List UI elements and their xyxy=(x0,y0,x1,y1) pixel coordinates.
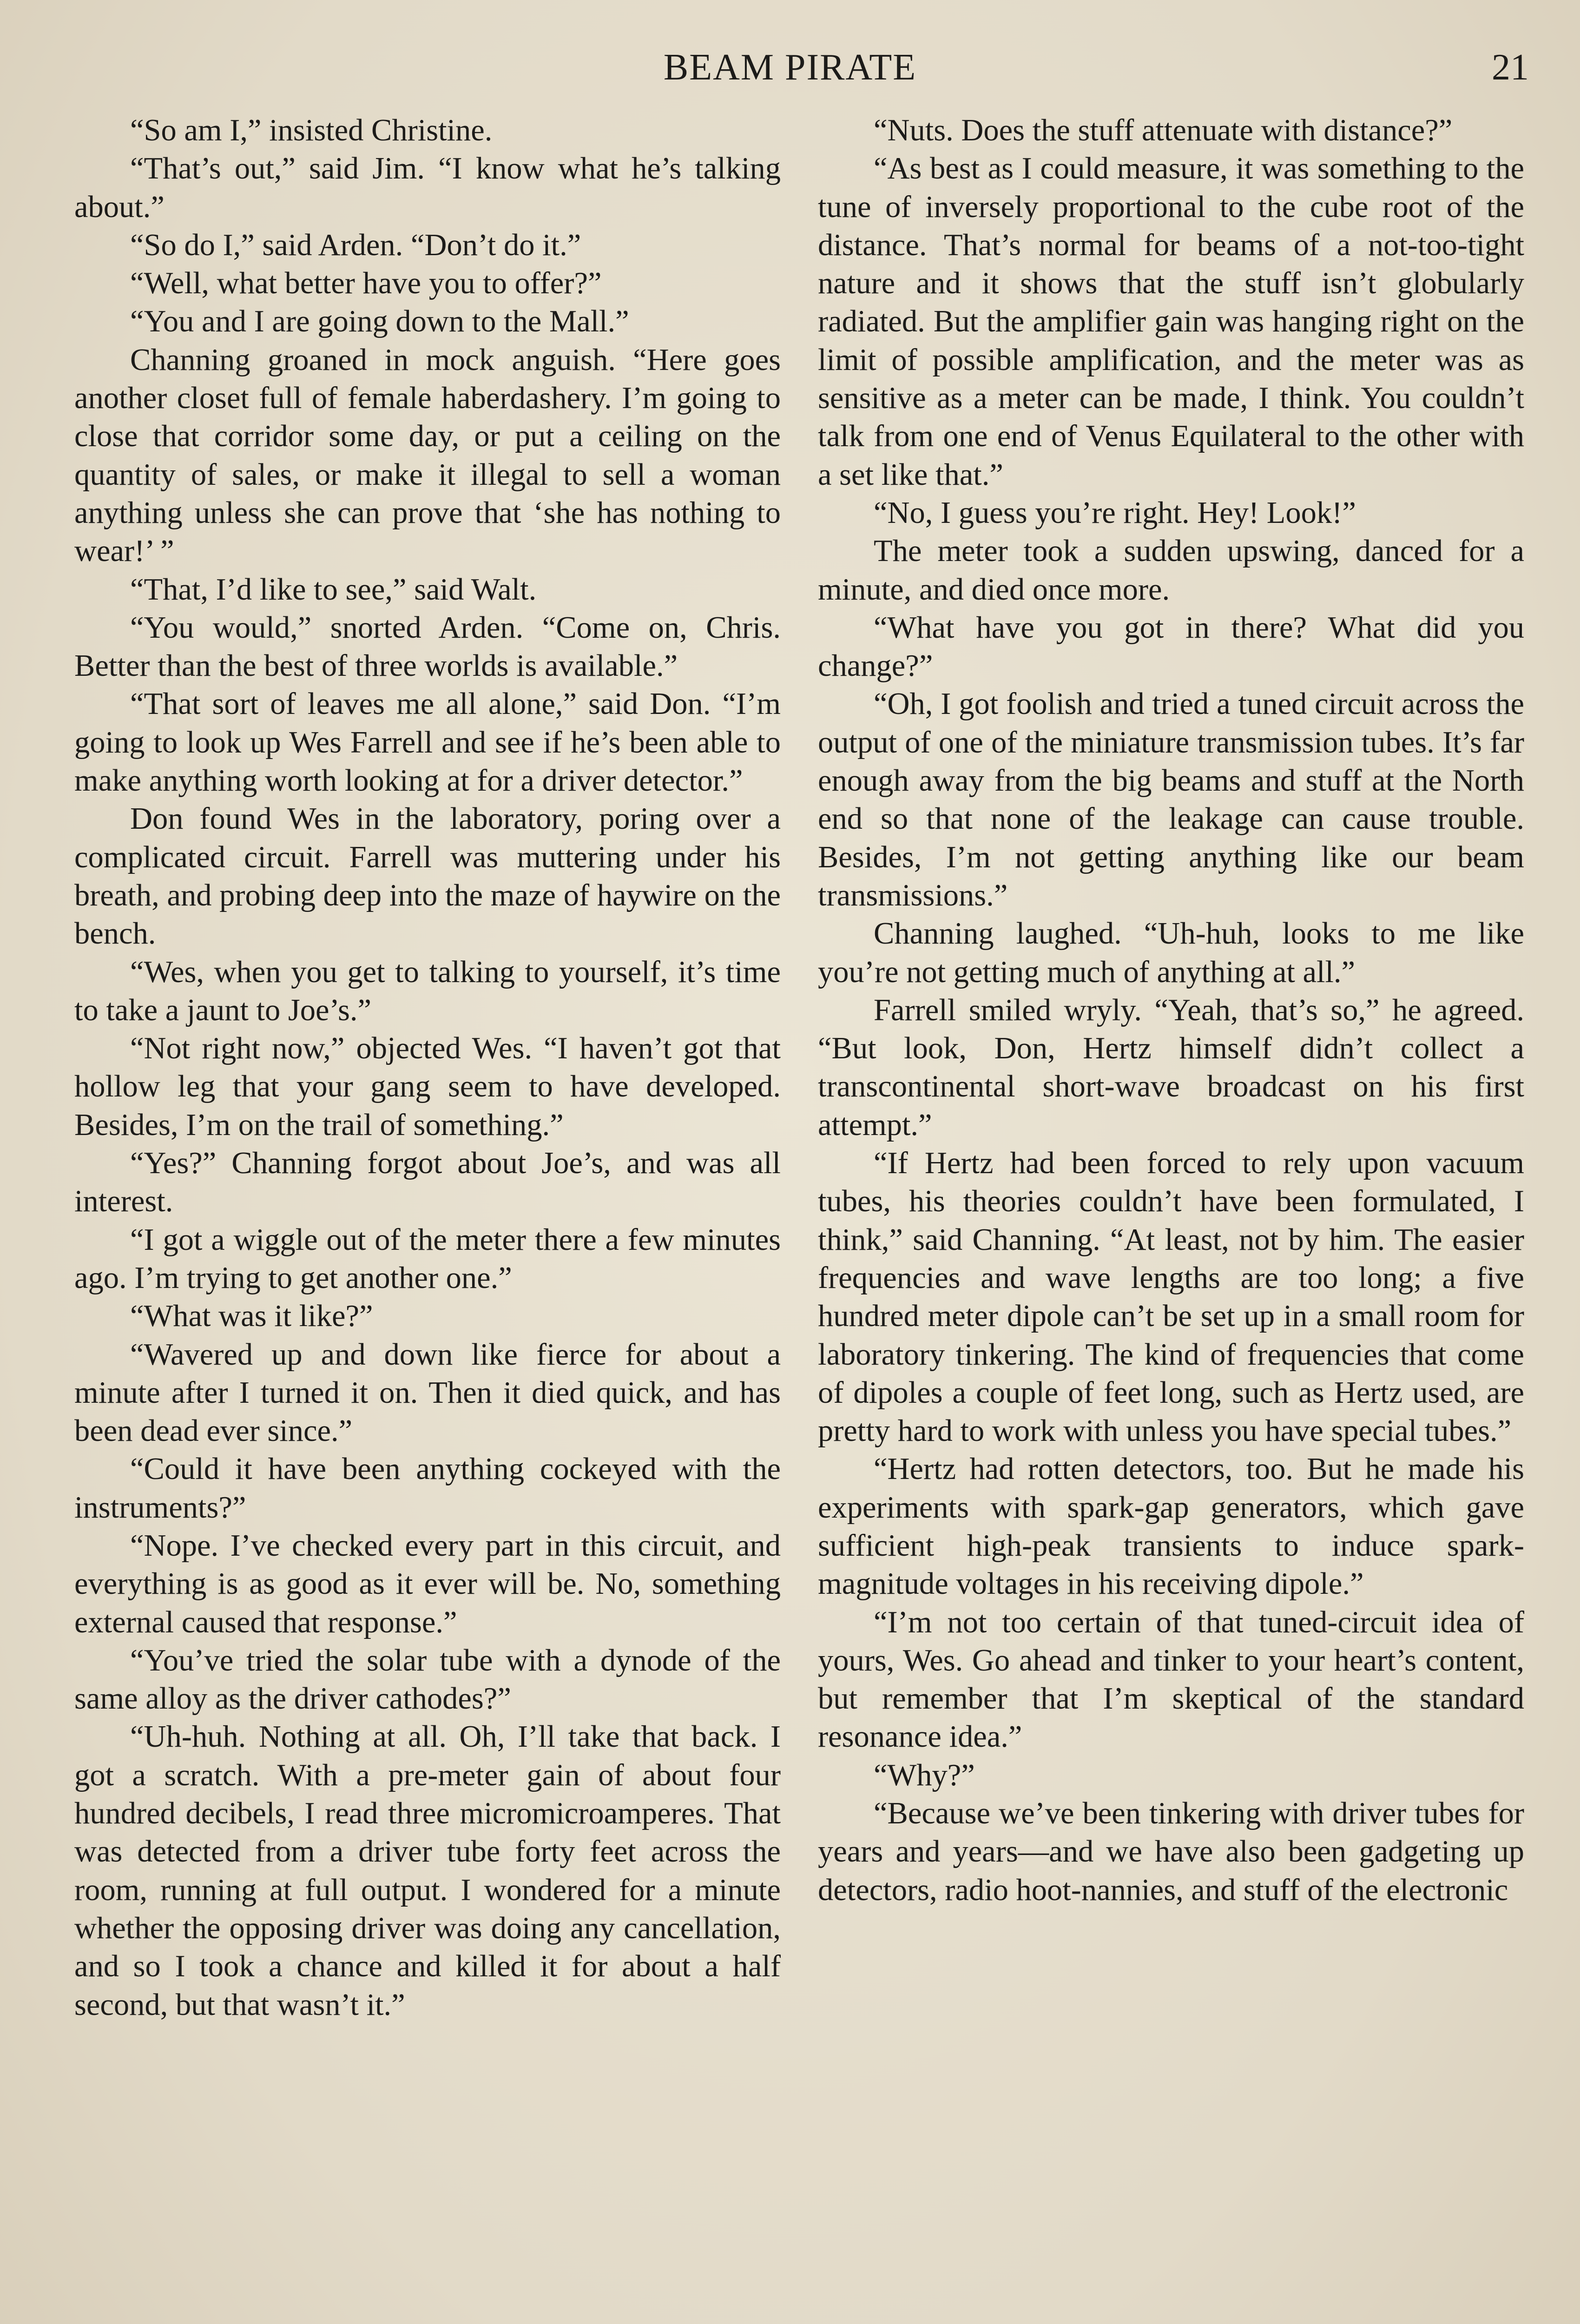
paragraph: “That sort of leaves me all alone,” said Don. “I’m going to look up Wes Farrell and see if he’s been able to make anything worth looking at for a driver detector.” xyxy=(74,687,781,798)
paragraph: “If Hertz had been forced to rely upon vacuum tubes, his theories couldn’t have been formulated, I think,” said Channing. “At least, not by him. The easier frequencies and wave lengths are too long; a five hundred meter dipole can’t be set up in a small room for laboratory tinkering. The kind of frequencies that come of dipoles a couple of feet long, such as Hertz used, are pretty hard to work with unless you have special tubes.” xyxy=(818,1146,1524,1448)
paragraph: Channing laughed. “Uh-huh, looks to me like you’re not getting much of anything at all.” xyxy=(818,917,1524,989)
paragraph: Farrell smiled wryly. “Yeah, that’s so,” he agreed. “But look, Don, Hertz himself didn’t collect a transcontinental short-wave broadcast on his first attempt.” xyxy=(818,993,1524,1142)
paragraph: “I’m not too certain of that tuned-circuit idea of yours, Wes. Go ahead and tinker to your heart’s content, but remember that I’m skeptical of the standard resonance idea.” xyxy=(818,1605,1524,1754)
paragraph: “Hertz had rotten detectors, too. But he made his experiments with spark-gap generators, which gave sufficient high-peak transients to induce spark-magnitude voltages in his receiving dipole.” xyxy=(818,1452,1524,1601)
paragraph: “Nuts. Does the stuff attenuate with distance?” xyxy=(874,113,1453,147)
paragraph: “You would,” snorted Arden. “Come on, Chris. Better than the best of three worlds is available.” xyxy=(74,610,781,683)
paragraph: “So am I,” insisted Christine. xyxy=(130,113,493,147)
paragraph: Don found Wes in the laboratory, poring over a complicated circuit. Farrell was muttering under his breath, and probing deep into the maze of haywire on the bench. xyxy=(74,802,781,951)
paragraph: “No, I guess you’re right. Hey! Look!” xyxy=(874,495,1356,530)
paragraph: “That’s out,” said Jim. “I know what he’s talking about.” xyxy=(74,152,781,224)
paragraph: “Wavered up and down like fierce for about a minute after I turned it on. Then it died quick, and has been dead ever since.” xyxy=(74,1337,781,1448)
paragraph: “Because we’ve been tinkering with driver tubes for years and years—and we have also been gadgeting up detectors, radio hoot-nannies, and stuff of the electronic xyxy=(818,1796,1524,1907)
paragraph: “Well, what better have you to offer?” xyxy=(130,266,602,301)
right-text-column xyxy=(818,112,1524,1909)
paragraph: “What have you got in there? What did you change?” xyxy=(818,610,1524,683)
paragraph: “As best as I could measure, it was something to the tune of inversely proportional to the cube root of the distance. That’s normal for beams of a not-too-tight nature and it shows that the stuff isn’t globularly radiated. But the amplifier gain was hanging right on the limit of possible amplification, and the meter was as sensitive as a meter can be made, I think. You couldn’t talk from one end of Venus Equilateral to the other with a set like that.” xyxy=(818,152,1524,492)
running-header-title: BEAM PIRATE xyxy=(663,47,917,88)
paragraph: “I got a wiggle out of the meter there a few minutes ago. I’m trying to get another one.” xyxy=(74,1222,781,1295)
paragraph: “Not right now,” objected Wes. “I haven’t got that hollow leg that your gang seem to have developed. Besides, I’m on the trail of something.” xyxy=(74,1031,781,1142)
paragraph: “You and I are going down to the Mall.” xyxy=(130,304,629,339)
paragraph: “That, I’d like to see,” said Walt. xyxy=(130,572,537,607)
paragraph: “Why?” xyxy=(874,1758,975,1792)
paragraph: “Could it have been anything cockeyed with the instruments?” xyxy=(74,1452,781,1525)
paragraph: “What was it like?” xyxy=(130,1299,373,1334)
paragraph: “Uh-huh. Nothing at all. Oh, I’ll take that back. I got a scratch. With a pre-meter gain of about four hundred decibels, I read three micromicroamperes. That was detected from a driver tube forty feet across the room, running at full output. I wondered for a minute whether the opposing driver was doing any cancellation, and so I took a chance and killed it for about a half second, but that wasn’t it.” xyxy=(74,1720,781,2022)
paragraph: “Yes?” Channing forgot about Joe’s, and was all interest. xyxy=(74,1146,781,1219)
paragraph: “Wes, when you get to talking to yourself, it’s time to take a jaunt to Joe’s.” xyxy=(74,955,781,1027)
page-number: 21 xyxy=(1492,47,1529,88)
paragraph: “You’ve tried the solar tube with a dynode of the same alloy as the driver cathodes?” xyxy=(74,1643,781,1716)
paragraph: “Oh, I got foolish and tried a tuned circuit across the output of one of the miniature transmission tubes. It’s far enough away from the big beams and stuff at the North end so that none of the leakage can cause trouble. Besides, I’m not getting anything like our beam transmissions.” xyxy=(818,687,1524,912)
left-text-column xyxy=(74,112,781,2024)
paragraph: “Nope. I’ve checked every part in this circuit, and everything is as good as it ever will be. No, something external caused that response.” xyxy=(74,1528,781,1639)
paragraph: Channing groaned in mock anguish. “Here goes another closet full of female haberdashery. I’m going to close that corridor some day, or put a ceiling on the quantity of sales, or make it illegal to sell a woman anything unless she can prove that ‘she has nothing to wear!’ ” xyxy=(74,343,781,568)
paragraph: “So do I,” said Arden. “Don’t do it.” xyxy=(130,228,581,262)
paragraph: The meter took a sudden upswing, danced for a minute, and died once more. xyxy=(818,534,1524,607)
